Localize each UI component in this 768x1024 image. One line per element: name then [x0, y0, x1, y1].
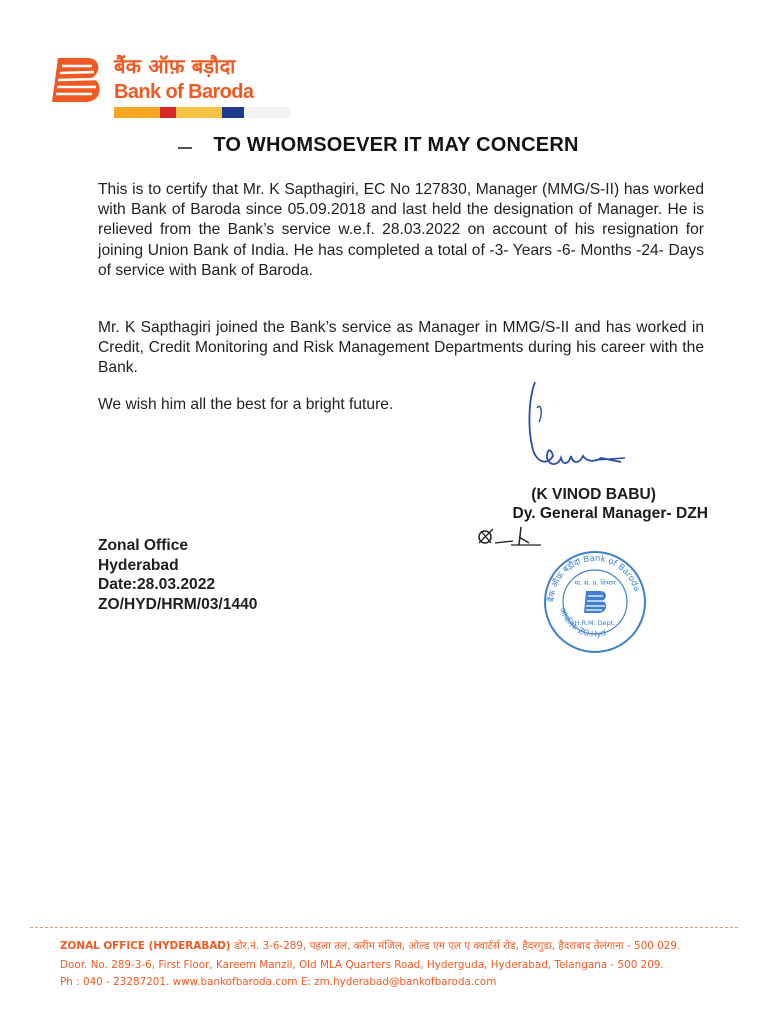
footer-contact: Ph : 040 - 23287201. www.bankofbaroda.com E: zm.hyderabad@bankofbaroda.com	[60, 976, 497, 988]
bank-name-hindi: बैंक ऑफ़ बड़ौदा	[114, 54, 236, 78]
footer-divider	[30, 927, 738, 929]
letter-date: Date:28.03.2022	[98, 576, 216, 593]
signatory-designation: Dy. General Manager- DZH	[512, 505, 708, 522]
reference-number: ZO/HYD/HRM/03/1440	[98, 595, 258, 613]
signatory-name: (K VINOD BABU)	[531, 486, 656, 503]
stamp-outer-text: बैंक ऑफ़ बड़ौदा Bank of Baroda	[546, 553, 642, 603]
footer-address-english: Door. No. 289-3-6, First Floor, Kareem Manzil, Old MLA Quarters Road, Hyderguda, Hyderabad, Telangana - 500 209.	[60, 959, 664, 971]
baroda-sun-icon	[48, 52, 106, 110]
footer-office-label: ZONAL OFFICE (HYDERABAD)	[60, 940, 231, 952]
department-stamp	[540, 547, 650, 657]
paragraph-wishes: We wish him all the best for a bright future.	[98, 396, 394, 413]
office-name: Zonal Office	[98, 537, 189, 554]
office-block	[98, 536, 257, 614]
office-city: Hyderabad	[98, 556, 179, 574]
footer-office-line	[60, 937, 750, 955]
bank-logo	[48, 50, 254, 120]
stamp-dept-text: H.R.M. Dept.	[574, 619, 616, 627]
stamp-inner-text: मा. सं. प्र. विभाग	[574, 579, 616, 587]
footer-address-hindi: डोर.नं. 3-6-289, पहला तल, करीम मंजिल, ओल्ड एम एल ए क्वार्टर्स रोड, हैदरगुडा, हैदराबाद तेलंगाना - 500 029.	[234, 940, 681, 952]
stamp-bottom-text: आंचलिक ZO.Hyd	[557, 606, 607, 639]
bank-name-english: Bank of Baroda	[114, 81, 254, 103]
paragraph-certificate: This is to certify that Mr. K Sapthagiri, EC No 127830, Manager (MMG/S-II) has worked with Bank of Baroda since 05.09.2018 and last held the designation of Manager. He is relieved from the Bank’s service w.e.f. 28.03.2022 on account of his resignation for joining Union Bank of India. He has completed a total of -3- Years -6- Months -24- Days of service with Bank of Baroda.	[98, 181, 704, 279]
paragraph-service: Mr. K Sapthagiri joined the Bank’s service as Manager in MMG/S-II and has worked in Credit, Credit Monitoring and Risk Management Departments during his career with the Bank.	[98, 319, 704, 377]
initials-mark	[475, 523, 545, 551]
stamp-logo-icon	[584, 591, 606, 613]
letter-title: TO WHOMSOEVER IT MAY CONCERN	[213, 134, 579, 156]
signature	[525, 378, 635, 478]
brand-strip	[114, 107, 290, 118]
